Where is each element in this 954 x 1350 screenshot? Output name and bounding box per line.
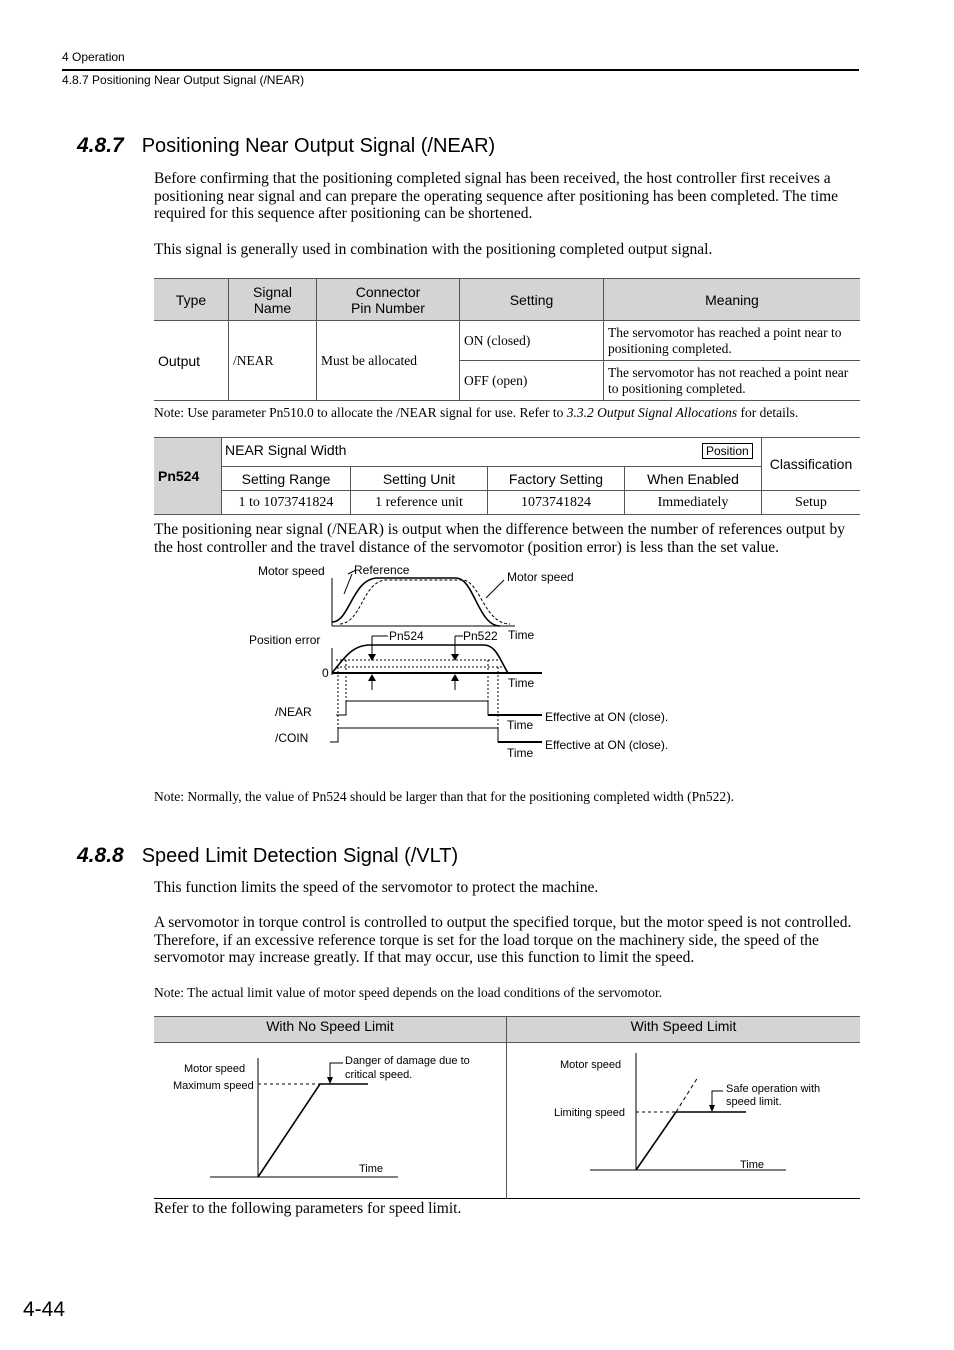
- cell-value: Setup: [762, 491, 861, 515]
- cell-value: 1 reference unit: [351, 491, 488, 515]
- leader-line: [344, 574, 352, 594]
- param-number: Pn524: [154, 438, 222, 515]
- label-time: Time: [508, 628, 535, 642]
- cell-type: Output: [154, 321, 229, 401]
- note: [154, 405, 874, 421]
- label-effective-near: Effective at ON (close).: [545, 710, 669, 724]
- signal-table: [154, 278, 860, 401]
- table-row: [154, 321, 860, 361]
- col-header: With No Speed Limit: [154, 1017, 507, 1043]
- section-number: 4.8.8: [77, 844, 124, 867]
- label-motor-speed: Motor speed: [258, 564, 325, 578]
- paragraph: Before confirming that the positioning completed signal has been received, the host controller first receives a positioning near signal and can prepare the operating sequence after positioning has been completed. The time required for this sequence after positioning can be shortened.: [154, 170, 839, 222]
- label-motor-speed: Motor speed: [507, 570, 574, 584]
- leader-line: [486, 580, 504, 598]
- cell-setting: ON (closed): [460, 321, 604, 361]
- parameter-table: [154, 437, 860, 515]
- cell-signal-name: /NEAR: [229, 321, 317, 401]
- position-badge: Position: [702, 443, 753, 459]
- label-time: Time: [359, 1163, 384, 1175]
- label-reference: Reference: [354, 563, 410, 577]
- table-row: [154, 491, 860, 515]
- col-header-text: Connector Pin Number: [351, 283, 425, 316]
- running-header-chapter: 4 Operation: [62, 50, 125, 64]
- section-heading-487: [77, 134, 495, 158]
- label-time: Time: [508, 676, 535, 690]
- section-number: 4.8.7: [77, 134, 124, 157]
- table-row: [154, 438, 860, 467]
- header-rule: [62, 69, 859, 71]
- label-danger: Danger of damage due to: [345, 1055, 470, 1067]
- paragraph: This signal is generally used in combination with the positioning completed output signal.: [154, 241, 713, 258]
- col-header: Type: [154, 279, 229, 321]
- arrow-head: [327, 1077, 333, 1084]
- speed-curve: [258, 1084, 368, 1177]
- label-time: Time: [740, 1159, 765, 1171]
- label-time: Time: [507, 718, 534, 732]
- position-error-curve: [332, 645, 508, 673]
- classification-label: Classification: [762, 438, 861, 491]
- col-header: With Speed Limit: [507, 1017, 861, 1043]
- paragraph: The positioning near signal (/NEAR) is output when the difference between the number of references output by the host controller and the travel distance of the servomotor (position error) is less than the set value.: [154, 521, 845, 556]
- table-header-row: [154, 1017, 860, 1043]
- label-time: Time: [507, 746, 534, 760]
- label-position-error: Position error: [249, 633, 321, 647]
- col-header: [229, 279, 317, 321]
- note-text: Note: Use parameter Pn510.0 to allocate the /NEAR signal for use. Refer to: [154, 405, 567, 420]
- table-header-row: [154, 467, 860, 491]
- paragraph: Refer to the following parameters for speed limit.: [154, 1200, 462, 1217]
- label-effective-coin: Effective at ON (close).: [545, 738, 669, 752]
- running-header-section: 4.8.7 Positioning Near Output Signal (/NEAR): [62, 73, 305, 87]
- arrow-head: [709, 1105, 715, 1112]
- label-coin: /COIN: [275, 731, 309, 745]
- cell-value: 1 to 1073741824: [222, 491, 351, 515]
- near-signal-waveform: [336, 701, 542, 715]
- param-name-cell: [222, 438, 762, 467]
- cell-pin: Must be allocated: [317, 321, 460, 401]
- label-max-speed: Maximum speed: [173, 1080, 254, 1092]
- section-title: Positioning Near Output Signal (/NEAR): [141, 135, 496, 157]
- col-header: Setting Unit: [351, 467, 488, 491]
- note: Note: Normally, the value of Pn524 should be larger than that for the positioning completed width (Pn522).: [154, 789, 735, 804]
- label-danger: critical speed.: [345, 1069, 413, 1081]
- label-limiting-speed: Limiting speed: [554, 1107, 625, 1119]
- unlimited-extension: [676, 1077, 698, 1112]
- speed-curve: [636, 1112, 746, 1170]
- cell-meaning: The servomotor has reached a point near to positioning completed.: [604, 321, 861, 361]
- col-header: When Enabled: [625, 467, 762, 491]
- label-pn524: Pn524: [389, 629, 424, 643]
- paragraph: This function limits the speed of the servomotor to protect the machine.: [154, 879, 599, 896]
- with-limit-graph: [507, 1043, 860, 1193]
- label-motor-speed: Motor speed: [560, 1059, 622, 1071]
- table-row: [154, 1043, 860, 1199]
- label-safe: Safe operation with: [726, 1083, 821, 1095]
- col-header: [317, 279, 460, 321]
- label-motor-speed: Motor speed: [184, 1063, 246, 1075]
- param-name: NEAR Signal Width: [225, 442, 347, 458]
- note-reference: 3.3.2 Output Signal Allocations: [566, 405, 738, 420]
- note: Note: The actual limit value of motor speed depends on the load conditions of the servomotor.: [154, 985, 663, 1000]
- page-number: 4-44: [23, 1298, 66, 1321]
- arrow-head: [368, 674, 376, 681]
- section-heading-488: [77, 844, 458, 868]
- cell-meaning: The servomotor has not reached a point near to positioning completed.: [604, 361, 861, 401]
- no-limit-graph: [154, 1043, 506, 1193]
- paragraph: A servomotor in torque control is controlled to output the specified torque, but the motor speed is not controlled. Therefore, if an excessive reference torque is set for the load torque on the machinery side, the speed of the servomotor may increase greatly. If that may occur, use this function to limit the speed.: [154, 914, 852, 966]
- cell-value: 1073741824: [488, 491, 625, 515]
- label-safe: speed limit.: [726, 1096, 782, 1108]
- cell-graph: [507, 1043, 861, 1199]
- reference-curve: [332, 578, 500, 626]
- col-header: Meaning: [604, 279, 861, 321]
- section-title: Speed Limit Detection Signal (/VLT): [141, 845, 459, 867]
- cell-graph: [154, 1043, 507, 1199]
- table-header-row: [154, 279, 860, 321]
- near-timing-diagram: [240, 558, 700, 763]
- col-header: Setting Range: [222, 467, 351, 491]
- label-near: /NEAR: [275, 705, 312, 719]
- col-header: Factory Setting: [488, 467, 625, 491]
- cell-setting: OFF (open): [460, 361, 604, 401]
- label-pn522: Pn522: [463, 629, 498, 643]
- label-zero: 0: [322, 666, 329, 680]
- col-header-text: Signal Name: [253, 283, 292, 316]
- speed-limit-comparison: [154, 1016, 860, 1199]
- col-header: Setting: [460, 279, 604, 321]
- arrow-head: [451, 674, 459, 681]
- cell-value: Immediately: [625, 491, 762, 515]
- note-text: for details.: [737, 405, 799, 420]
